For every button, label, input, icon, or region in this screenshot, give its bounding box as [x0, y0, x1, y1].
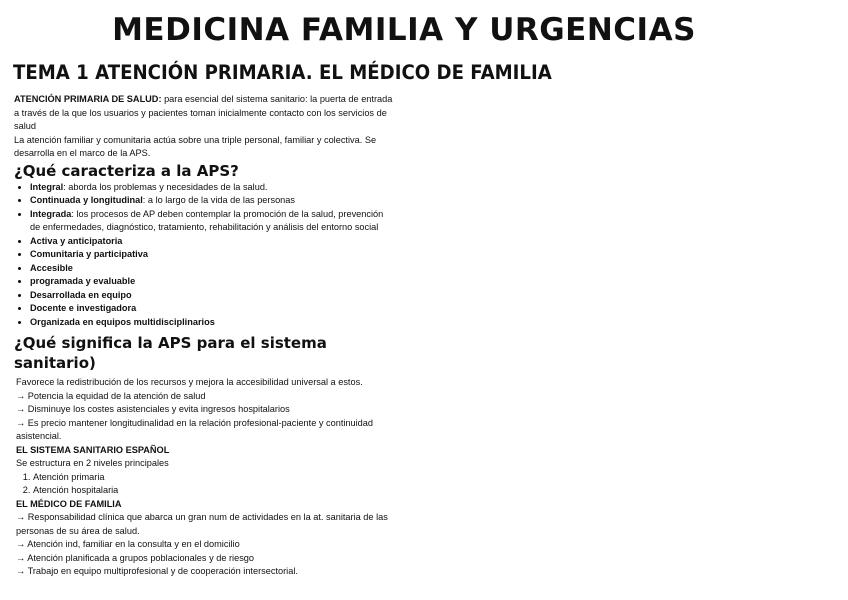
item-text: : aborda los problemas y necesidades de la salud. [63, 181, 268, 192]
list-item [30, 302, 394, 316]
arrow-item: → Disminuye los costes asistenciales y evita ingresos hospitalarios [16, 404, 290, 414]
list-item [30, 289, 394, 303]
spanish-system-heading: EL SISTEMA SANITARIO ESPAÑOL [16, 444, 170, 455]
item-label: Activa y anticipatoria [30, 235, 123, 246]
doctor-item: → Responsabilidad clínica que abarca un gran num de actividades en la at. sanitaria de las personas de su área de salud. [16, 512, 388, 536]
item-label: Desarrollada en equipo [30, 289, 132, 300]
system-intro: Favorece la redistribución de los recursos y mejora la accesibilidad universal a estos. [16, 377, 363, 387]
topic-title: TEMA 1 ATENCIÓN PRIMARIA. EL MÉDICO DE FAMILIA [13, 61, 552, 84]
level-item: 1. Atención primaria [33, 471, 394, 485]
doctor-item: → Atención planificada a grupos poblacionales y de riesgo [16, 552, 255, 563]
list-item [30, 275, 394, 289]
levels-list [14, 471, 394, 498]
item-label: Comunitaria y participativa [30, 249, 148, 259]
list-item [30, 316, 394, 330]
family-doctor-heading: EL MÉDICO DE FAMILIA [16, 498, 122, 509]
item-label: programada y evaluable [30, 276, 136, 286]
intro-paragraph-2: La atención familiar y comunitaria actúa sobre una triple personal, familiar y colectiva. Se desarrolla en el marco de la APS. [14, 134, 377, 158]
list-item [30, 194, 394, 208]
item-label: Organizada en equipos multidisciplinarios [30, 316, 215, 327]
item-label: Integral [30, 181, 64, 192]
section-heading-aps: ¿Qué caracteriza a la APS? [14, 161, 239, 180]
intro-label: ATENCIÓN PRIMARIA DE SALUD: [14, 94, 162, 104]
section-heading-system: ¿Qué significa la APS para el sistema sanitario) [14, 334, 327, 372]
doctor-item: → Trabajo en equipo multiprofesional y de cooperación intersectorial. [16, 566, 298, 576]
notes-column [14, 93, 394, 579]
item-text: : los procesos de AP deben contemplar la promoción de la salud, prevención de enfermedades, diagnóstico, tratamiento, rehabilitación y análisis del entorno social [30, 208, 384, 232]
item-label: Docente e investigadora [30, 303, 137, 313]
item-label: Accesible [30, 262, 73, 273]
doctor-item: → Atención ind, familiar en la consulta y en el domicilio [16, 539, 240, 549]
item-label: Integrada [30, 208, 72, 219]
list-item [30, 262, 394, 276]
item-label: Continuada y longitudinal [30, 195, 143, 205]
level-item: 2. Atención hospitalaria [33, 484, 394, 498]
intro-paragraph [14, 93, 394, 134]
aps-characteristics-list [14, 181, 394, 330]
list-item [30, 208, 394, 235]
intro-text: para esencial del sistema sanitario: la puerta de entrada a través de la que los usuarios y pacientes toman inicialmente contacto con los servicios de salud [14, 94, 393, 131]
item-text: : a lo largo de la vida de las personas [142, 195, 295, 205]
list-item [30, 248, 394, 262]
arrow-item: → Potencia la equidad de la atención de salud [16, 390, 206, 401]
page-title: MEDICINA FAMILIA Y URGENCIAS [112, 12, 696, 48]
spanish-system-text: Se estructura en 2 niveles principales [16, 458, 169, 468]
arrow-item: → Es precio mantener longitudinalidad en la relación profesional-paciente y continuidad asistencial. [16, 417, 374, 441]
list-item [30, 181, 394, 195]
list-item [30, 235, 394, 249]
